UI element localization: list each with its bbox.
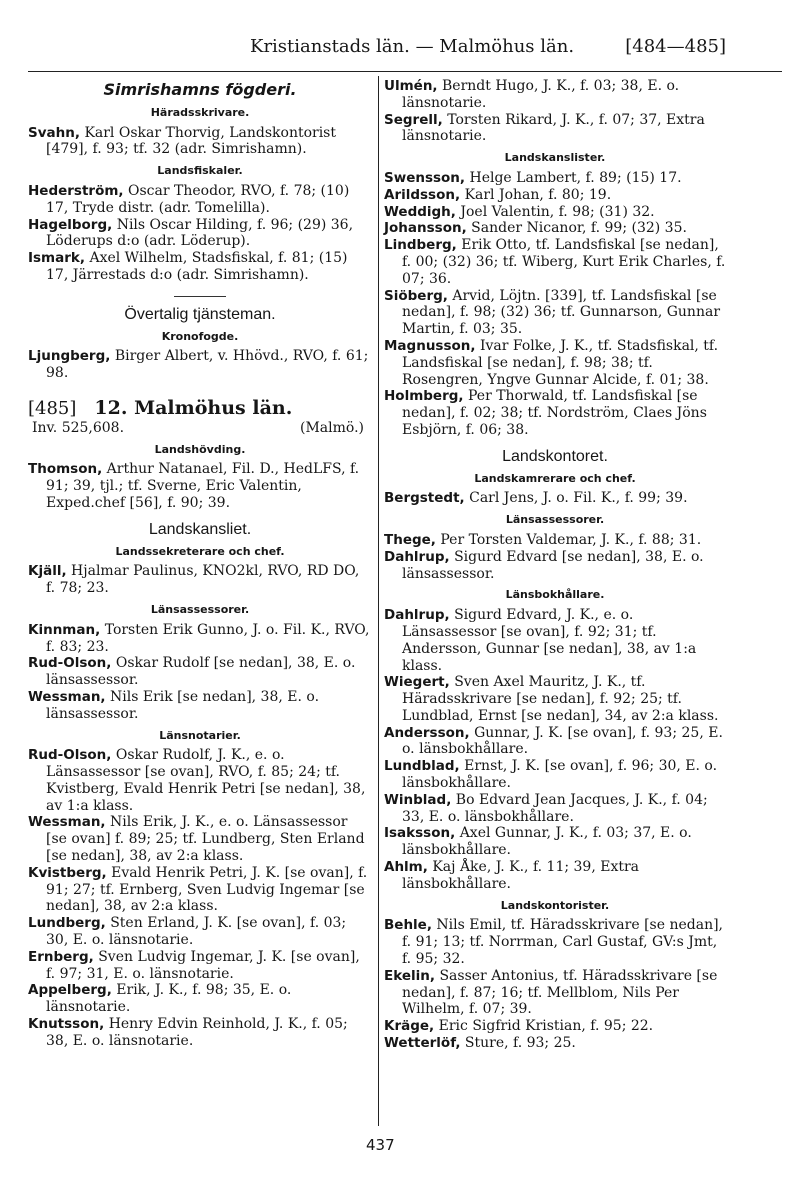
entry bbox=[28, 865, 372, 915]
entry-name: Rud-Olson, bbox=[28, 655, 112, 672]
subheading-bokhallare: Länsbokhållare. bbox=[505, 588, 605, 602]
entry-name: Behle, bbox=[384, 917, 432, 934]
entry-text: Nils Erik, J. K., e. o. Länsassessor [se ovan] f. 89; 25; tf. Lundberg, Sten Erland [se nedan], 38, av 2:a klass. bbox=[46, 814, 365, 865]
header-rule bbox=[28, 71, 782, 72]
entry bbox=[28, 563, 372, 597]
subheading-landshovding: Landshövding. bbox=[154, 442, 246, 456]
entry-text: Ivar Folke, J. K., tf. Stadsfiskal, tf. Landsfiskal [se nedan], f. 98; 38; tf. Rosengren, Yngve Gunnar Alcide, f. 01; 38. bbox=[402, 337, 719, 388]
entry bbox=[28, 982, 372, 1016]
entry-name: Kjäll, bbox=[28, 563, 67, 580]
subheading-landskanslister: Landskanslister. bbox=[504, 151, 606, 165]
entry-text: Kaj Åke, J. K., f. 11; 39, Extra länsbokhållare. bbox=[402, 859, 640, 892]
entry bbox=[28, 915, 372, 949]
right-column bbox=[384, 78, 726, 1052]
entry bbox=[28, 250, 372, 284]
entry bbox=[28, 1016, 372, 1050]
entry bbox=[384, 388, 726, 438]
entry bbox=[28, 689, 372, 723]
entry bbox=[28, 183, 372, 217]
left-column bbox=[28, 78, 372, 1050]
entry-name: Kvistberg, bbox=[28, 864, 107, 881]
entry bbox=[384, 1035, 726, 1052]
entry bbox=[384, 792, 726, 826]
entry bbox=[384, 237, 726, 287]
subheading-landsfiskaler: Landsfiskaler. bbox=[157, 164, 243, 178]
entry-name: Magnusson, bbox=[384, 337, 476, 354]
entry-text: Oskar Rudolf [se nedan], 38, E. o. länsassessor. bbox=[46, 655, 356, 689]
column-divider bbox=[378, 76, 379, 1126]
entry-text: Erik, J. K., f. 98; 35, E. o. länsnotarie. bbox=[46, 982, 292, 1016]
entry-text: Torsten Erik Gunno, J. o. Fil. K., RVO, f. 83; 23. bbox=[46, 621, 370, 655]
entry-text: Ernst, J. K. [se ovan], f. 96; 30, E. o. länsbokhållare. bbox=[402, 758, 718, 792]
entry bbox=[28, 125, 372, 159]
entry-text: Nils Erik [se nedan], 38, E. o. länsassessor. bbox=[46, 688, 320, 722]
inventory-line bbox=[28, 420, 372, 437]
entry bbox=[384, 1018, 726, 1035]
entry bbox=[384, 607, 726, 674]
entry bbox=[28, 747, 372, 814]
landskansliet-header: Landskansliet. bbox=[148, 520, 252, 538]
entry bbox=[384, 917, 726, 967]
entry bbox=[384, 674, 726, 724]
entry bbox=[28, 348, 372, 382]
entry-text: Per Torsten Valdemar, J. K., f. 88; 31. bbox=[440, 531, 702, 548]
running-title: Kristianstads län. — Malmöhus län. bbox=[250, 36, 575, 57]
entry-text: Arvid, Löjtn. [339], tf. Landsfiskal [se nedan], f. 98; (32) 36; tf. Gunnarson, Gunnar Martin, f. 03; 35. bbox=[402, 287, 721, 338]
entry bbox=[28, 655, 372, 689]
entry bbox=[28, 949, 372, 983]
entry-name: Wessman, bbox=[28, 814, 106, 831]
section-title: Simrishamns fögderi. bbox=[103, 80, 297, 99]
entry-name: Weddigh, bbox=[384, 203, 456, 220]
entry-name: Ernberg, bbox=[28, 948, 94, 965]
entry bbox=[384, 859, 726, 893]
county-name: 12. Malmöhus län. bbox=[94, 396, 293, 419]
subheading-kontorister: Landskontorister. bbox=[500, 898, 610, 912]
entry-name: Lundberg, bbox=[28, 915, 106, 932]
subheading-kronofogde: Kronofogde. bbox=[161, 329, 239, 343]
entry-text: Birger Albert, v. Hhövd., RVO, f. 61; 98. bbox=[46, 348, 369, 382]
entry-text: Helge Lambert, f. 89; (15) 17. bbox=[469, 169, 682, 186]
entry bbox=[384, 825, 726, 859]
entry-name: Wessman, bbox=[28, 688, 106, 705]
entry-name: Wetterlöf, bbox=[384, 1035, 461, 1052]
entry-name: Swensson, bbox=[384, 169, 466, 186]
subheading-sekreterare: Landssekreterare och chef. bbox=[115, 544, 285, 558]
entry-name: Kinnman, bbox=[28, 621, 101, 638]
entry-name: Svahn, bbox=[28, 124, 80, 141]
entry-name: Winblad, bbox=[384, 791, 452, 808]
subheading-lansassessorer: Länsassessorer. bbox=[150, 602, 250, 616]
subheading-kamrerare: Landskamrerare och chef. bbox=[474, 471, 636, 485]
page-number: 437 bbox=[366, 1136, 395, 1154]
entry-text: Oskar Rudolf, J. K., e. o. Länsassessor [se ovan], RVO, f. 85; 24; tf. Kvistberg, Evald Henrik Petri [se nedan], 38, av 1:a klass. bbox=[46, 747, 366, 814]
page-range: [484—485] bbox=[625, 36, 726, 57]
entry bbox=[384, 288, 726, 338]
entry bbox=[384, 968, 726, 1018]
entry-name: Dahlrup, bbox=[384, 607, 450, 624]
entry-text: Joel Valentin, f. 98; (31) 32. bbox=[460, 203, 655, 220]
entry-text: Sasser Antonius, tf. Häradsskrivare [se nedan], f. 87; 16; tf. Mellblom, Nils Per Wilhelm, f. 07; 39. bbox=[402, 967, 718, 1018]
entry bbox=[384, 725, 726, 759]
entry-name: Siöberg, bbox=[384, 287, 448, 304]
entry bbox=[384, 78, 726, 112]
entry-name: Ljungberg, bbox=[28, 348, 111, 365]
entry-text: Sander Nicanor, f. 99; (32) 35. bbox=[471, 220, 687, 237]
entry-text: Axel Gunnar, J. K., f. 03; 37, E. o. länsbokhållare. bbox=[402, 825, 692, 859]
entry-text: Sten Erland, J. K. [se ovan], f. 03; 30, E. o. länsnotarie. bbox=[46, 915, 347, 949]
entry bbox=[384, 758, 726, 792]
entry-name: Ulmén, bbox=[384, 78, 438, 94]
entry-text: Erik Otto, tf. Landsfiskal [se nedan], f. 00; (32) 36; tf. Wiberg, Kurt Erik Charles, f. 07; 36. bbox=[402, 237, 726, 287]
entry-name: Johansson, bbox=[384, 220, 467, 237]
county-heading bbox=[28, 396, 372, 419]
entry-text: Axel Wilhelm, Stadsfiskal, f. 81; (15) 17, Järrestads d:o (adr. Simrishamn). bbox=[46, 250, 348, 283]
entry bbox=[384, 204, 726, 221]
entry bbox=[28, 622, 372, 656]
entry-name: Thege, bbox=[384, 531, 436, 548]
entry-name: Lindberg, bbox=[384, 237, 457, 254]
inventory-count: Inv. 525,608. bbox=[32, 419, 125, 436]
entry bbox=[384, 170, 726, 187]
entry-text: Bo Edvard Jean Jacques, J. K., f. 04; 33, E. o. länsbokhållare. bbox=[402, 791, 708, 825]
entry-name: Knutsson, bbox=[28, 1016, 105, 1033]
entry bbox=[384, 220, 726, 237]
short-divider bbox=[174, 296, 226, 297]
entry-text: Sven Ludvig Ingemar, J. K. [se ovan], f. 97; 31, E. o. länsnotarie. bbox=[46, 948, 360, 982]
entry-text: Karl Oskar Thorvig, Landskontorist [479], f. 93; tf. 32 (adr. Simrishamn). bbox=[46, 124, 336, 158]
entry-text: Oscar Theodor, RVO, f. 78; (10) 17, Tryde distr. (adr. Tomelilla). bbox=[46, 182, 350, 216]
entry-text: Nils Emil, tf. Häradsskrivare [se nedan], f. 91; 13; tf. Norrman, Carl Gustaf, GV:s Jmt, f. 95; 32. bbox=[402, 917, 724, 968]
entry-text: Evald Henrik Petri, J. K. [se ovan], f. 91; 27; tf. Ernberg, Sven Ludvig Ingemar [se nedan], 38, av 2:a klass. bbox=[46, 864, 368, 915]
entry-name: Bergstedt, bbox=[384, 490, 465, 507]
entry-name: Kräge, bbox=[384, 1018, 435, 1035]
entry bbox=[384, 532, 726, 549]
landskontoret-header: Landskontoret. bbox=[502, 447, 608, 465]
entry-text: Eric Sigfrid Kristian, f. 95; 22. bbox=[438, 1018, 654, 1035]
entry-name: Hagelborg, bbox=[28, 216, 113, 233]
running-header bbox=[24, 36, 776, 70]
entry bbox=[28, 814, 372, 864]
entry-name: Ismark, bbox=[28, 250, 85, 267]
entry-name: Holmberg, bbox=[384, 388, 464, 405]
entry-text: Sture, f. 93; 25. bbox=[464, 1035, 576, 1052]
entry-text: Per Thorwald, tf. Landsfiskal [se nedan], f. 02; 38; tf. Nordström, Claes Jöns Esbjörn, f. 06; 38. bbox=[402, 388, 707, 438]
entry-name: Ahlm, bbox=[384, 859, 428, 876]
entry-text: Torsten Rikard, J. K., f. 07; 37, Extra länsnotarie. bbox=[402, 111, 705, 145]
entry-text: Berndt Hugo, J. K., f. 03; 38, E. o. länsnotarie. bbox=[402, 78, 680, 111]
entry-name: Appelberg, bbox=[28, 982, 112, 999]
entry-name: Rud-Olson, bbox=[28, 747, 112, 764]
entry-text: Carl Jens, J. o. Fil. K., f. 99; 39. bbox=[469, 490, 688, 507]
overtalig-header: Övertalig tjänsteman. bbox=[124, 305, 276, 323]
entry-text: Sigurd Edvard, J. K., e. o. Länsassessor [se ovan], f. 92; 31; tf. Andersson, Gunnar [se nedan], 38, av 1:a klass. bbox=[402, 607, 697, 674]
subheading-lansnotarier: Länsnotarier. bbox=[159, 728, 241, 742]
subheading-haradsskrivare: Häradsskrivare. bbox=[150, 105, 250, 119]
entry-text: Hjalmar Paulinus, KNO2kl, RVO, RD DO, f. 78; 23. bbox=[46, 563, 360, 597]
entry-text: Nils Oscar Hilding, f. 96; (29) 36, Löderups d:o (adr. Löderup). bbox=[46, 216, 354, 250]
entry-name: Lundblad, bbox=[384, 758, 460, 775]
county-seat: (Malmö.) bbox=[300, 419, 364, 436]
entry bbox=[384, 490, 726, 507]
entry-text: Gunnar, J. K. [se ovan], f. 93; 25, E. o. länsbokhållare. bbox=[402, 724, 723, 758]
entry bbox=[384, 549, 726, 583]
entry-name: Wiegert, bbox=[384, 674, 450, 691]
entry bbox=[28, 461, 372, 511]
entry-text: Sigurd Edvard [se nedan], 38, E. o. länsassessor. bbox=[402, 548, 704, 582]
entry bbox=[28, 217, 372, 251]
entry-name: Segrell, bbox=[384, 111, 443, 128]
subheading-lansassessorer: Länsassessorer. bbox=[505, 513, 605, 527]
entry-name: Dahlrup, bbox=[384, 548, 450, 565]
entry bbox=[384, 338, 726, 388]
county-page-ref: [485] bbox=[28, 397, 77, 419]
entry-name: Isaksson, bbox=[384, 825, 456, 842]
entry-text: Arthur Natanael, Fil. D., HedLFS, f. 91; 39, tjl.; tf. Sverne, Eric Valentin, Exped.chef [56], f. 90; 39. bbox=[46, 461, 360, 511]
entry-name: Andersson, bbox=[384, 724, 470, 741]
entry-name: Ekelin, bbox=[384, 967, 435, 984]
entry-text: Henry Edvin Reinhold, J. K., f. 05; 38, E. o. länsnotarie. bbox=[46, 1016, 348, 1049]
entry-text: Sven Axel Mauritz, J. K., tf. Häradsskrivare [se nedan], f. 92; 25; tf. Lundblad, Ernst [se nedan], 34, av 2:a klass. bbox=[402, 674, 719, 724]
entry bbox=[384, 187, 726, 204]
entry bbox=[384, 112, 726, 146]
entry-text: Karl Johan, f. 80; 19. bbox=[464, 186, 612, 203]
entry-name: Arildsson, bbox=[384, 186, 461, 203]
entry-name: Thomson, bbox=[28, 461, 103, 478]
entry-name: Hederström, bbox=[28, 182, 124, 199]
